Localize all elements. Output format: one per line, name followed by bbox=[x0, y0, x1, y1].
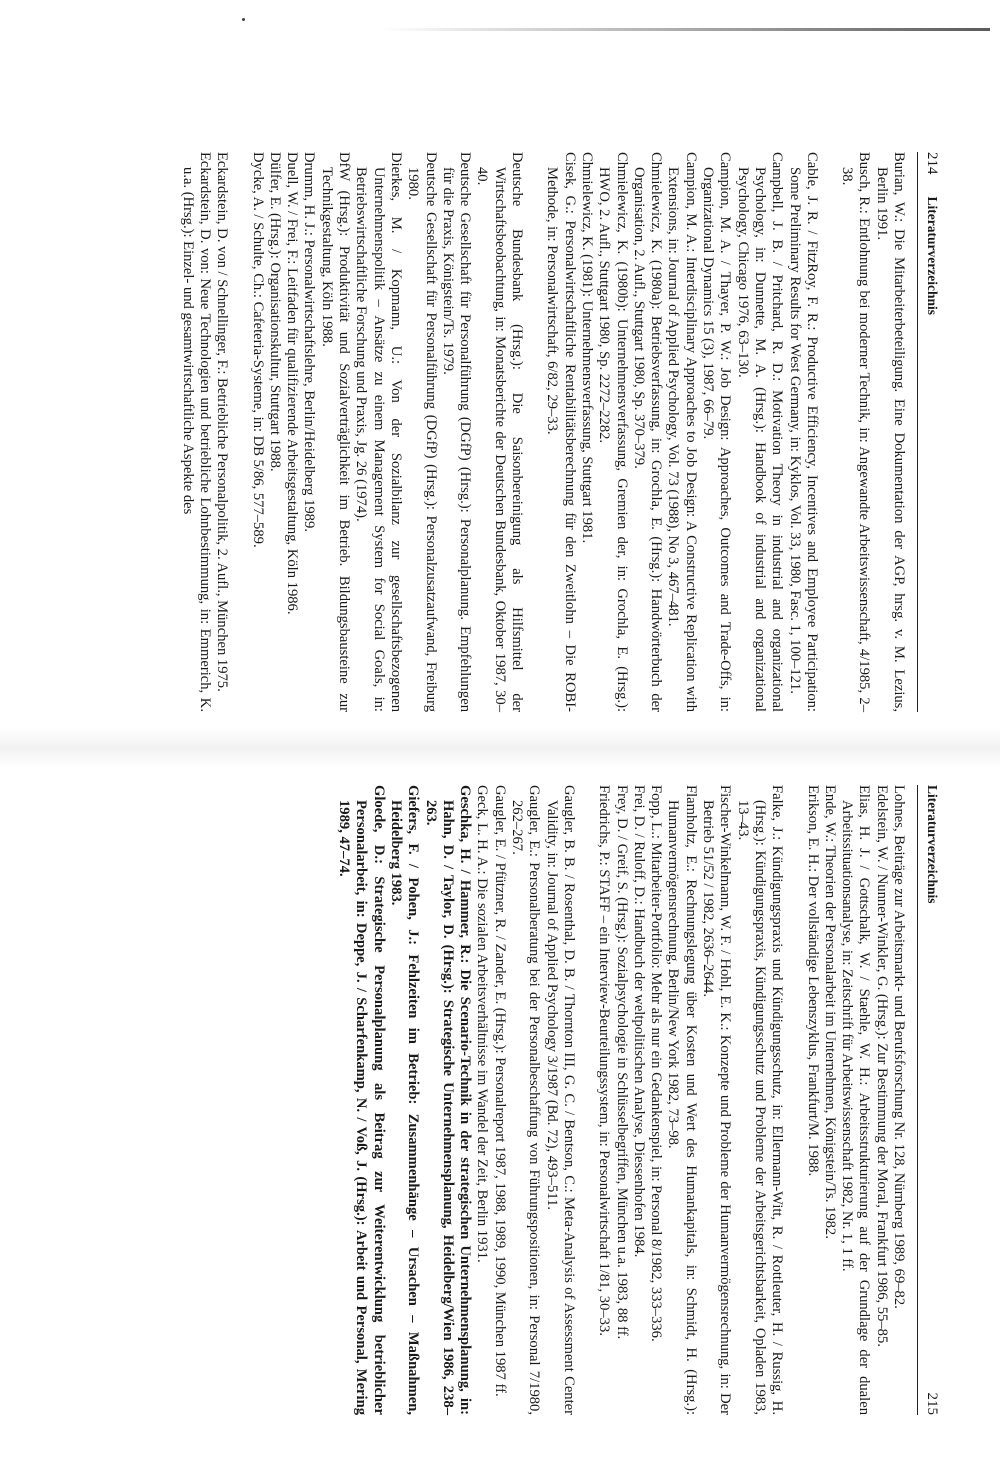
page-215 bbox=[5, 785, 940, 1415]
reference-entry: Geschka, H. / Hammer, R.: Die Scenario-Technik in der strategischen Unternehmensplanung, in: Hahn, D. / Taylor, D. (Hrsg.): Strategische Unternehmensplanung, Heidelberg/Wien 1986, 238–263. bbox=[422, 785, 474, 1415]
reference-entry: Dycke, A. / Schulte, Ch.: Cafeteria-Systeme, in: DB 5/86, 577–589. bbox=[249, 152, 266, 548]
reference-entry: Chmielewicz, K. (1980b): Unternehmensverfassung, Gremien der, in: Grochla, E. (Hrsg.): HWO, 2. Aufl., Stuttgart 1980, Sp. 2272–2282. bbox=[596, 152, 630, 712]
reference-entry: Dierkes, M. / Kopmann, U.: Von der Sozialbilanz zur gesellschaftsbezogenen Unternehmenspolitik – Ansätze zu einem Management System for Social Goals, in: Betriebswirtschaftliche Forschung und Praxis, Jg. 26 (1974). bbox=[353, 152, 404, 712]
page-214 bbox=[10, 152, 940, 712]
reference-entry: Deutsche Gesellschaft für Personalführung (DGfP) (Hrsg.): Personalzusatzaufwand, Freiburg 1980. bbox=[405, 152, 439, 712]
reference-entry: Erikson, E. H.: Der vollständige Lebenszyklus, Frankfurt/M. 1988. bbox=[804, 785, 821, 1177]
reference-list bbox=[335, 785, 907, 1415]
reference-entry: Campion, M. A. / Thayer, P. W.: Job Design: Approaches, Outcomes and Trade-Offs, in: Organizational Dynamics 15 (3), 1987, 66–79. bbox=[700, 152, 734, 712]
running-head-215 bbox=[917, 785, 940, 1415]
reference-entry: Eckardstein, D. von / Schnellinger, F.: Betriebliche Personalpolitik, 2. Aufl., München 1975. bbox=[214, 152, 231, 692]
reference-entry: Gaugler, B. B. / Rosenthal, D. B. / Thornton III, G. C. / Bentson, C.: Meta-Analysis of Assessment Center Validity, in: Journal of Applied Psychology 3/1987 (Bd. 72), 493–511. bbox=[543, 785, 577, 1415]
reference-entry: Lohnes, Beiträge zur Arbeitsmarkt- und Berufsforschung Nr. 128, Nürnberg 1989, 69–82. bbox=[891, 785, 907, 1309]
entry-gap bbox=[820, 152, 838, 712]
page-number: 214 bbox=[924, 152, 940, 175]
reference-entry: Gaugler, E.: Personalberatung bei der Personalbeschaffung von Führungspositionen, in: Personal 7/1980, 262–267. bbox=[509, 785, 543, 1415]
reference-entry: Edelstein, W. / Nunner-Winkler, G. (Hrsg.): Zur Bestimmung der Moral, Frankfurt 1986, 55–85. bbox=[873, 785, 890, 1347]
reference-entry: Flamholtz, E.: Rechnungslegung über Kosten und Wert des Humankapitals, in: Schmidt, H. (Hrsg.): Humanvermögensrechnung, Berlin/New York 1982, 73–98. bbox=[665, 785, 699, 1415]
scan-edge-shadow bbox=[380, 28, 990, 31]
reference-entry: Fopp, L.: Mitarbeiter-Portfolio: Mehr als nur ein Gedankenspiel, in: Personal 8/1982, 333–336. bbox=[648, 785, 665, 1342]
reference-entry: Giefers, F. / Pohen, J.: Fehlzeiten im Betrieb: Zusammenhänge – Ursachen – Maßnahmen, Heidelberg 1983. bbox=[387, 785, 422, 1415]
bold-reference-block bbox=[335, 785, 473, 1415]
page-number: 215 bbox=[924, 1392, 940, 1415]
reference-entry: Chmielewicz, K. (1980a): Betriebsverfassung, in: Grochla, E. (Hrsg.): Handwörterbuch der Organisation, 2. Aufl., Stuttgart 1980, Sp. 370–379. bbox=[630, 152, 665, 712]
scan-speck bbox=[242, 18, 245, 21]
reference-entry: Dülfer, E. (Hrsg.): Organisationskultur, Stuttgart 1988. bbox=[266, 152, 283, 472]
running-head-title: Literaturverzeichnis bbox=[925, 196, 940, 315]
reference-entry: Ende, W.: Theorien der Personalarbeit im Unternehmen, Königstein/Ts. 1982. bbox=[821, 785, 838, 1239]
reference-entry: DfW (Hrsg.): Produktivität und Sozialverträglichkeit im Betrieb. Bildungsbausteine zur Technikgestaltung, Köln 1988. bbox=[318, 152, 353, 712]
entry-gap bbox=[525, 152, 543, 712]
reference-entry: Drumm, H. J.: Personalwirtschaftslehre, Berlin/Heidelberg 1989. bbox=[301, 152, 318, 532]
reference-entry: Duell, W. / Frei, F.: Leitfaden für qualifizierende Arbeitsgestaltung, Köln 1986. bbox=[284, 152, 301, 615]
reference-entry: Busch, R.: Entlohnung bei moderner Technik, in: Angewandte Arbeitswissenschaft, 4/1985, 2–38. bbox=[839, 152, 873, 712]
reference-entry: Geck, L. H. A.: Die sozialen Arbeitsverhältnisse im Wandel der Zeit, Berlin 1931. bbox=[474, 785, 491, 1263]
reference-entry: Fischer-Winkelmann, W. F. / Hohl, E. K.: Konzepte und Probleme der Humanvermögensrechnung, in: Der Betrieb 51/52 / 1982, 2636–2644. bbox=[700, 785, 734, 1415]
reference-entry: Deutsche Gesellschaft für Personalführung (DGfP) (Hrsg.): Personalplanung. Empfehlungen für die Praxis, Königstein/Ts. 1979. bbox=[439, 152, 474, 712]
reference-entry: Deutsche Bundesbank (Hrsg.): Die Saisonbereinigung als Hilfsmittel der Wirtschaftsbeobachtung, in: Monatsberichte der Deutschen Bundesbank, Oktober 1987, 30–40. bbox=[474, 152, 526, 712]
running-head-214 bbox=[917, 152, 940, 712]
reference-entry: Frey, D. / Greif, S. (Hrsg.): Sozialpsychologie in Schlüsselbegriffen, München u.a. 1983, 88 ff. bbox=[613, 785, 630, 1340]
reference-entry: Cisek, G.: Personalwirtschaftliche Rentabilitätsberechnung für den Zweitlohn – Die ROBI-Methode, in: Personalwirtschaft, 6/82, 29–33. bbox=[544, 152, 578, 712]
reference-list bbox=[178, 152, 907, 712]
reference-entry: Eckardstein, D. von: Neue Technologien und betriebliche Lohnbestimmung, in: Emmerich, K. u.a. (Hrsg.): Einzel- und gesamtwirtschaftliche Aspekte des bbox=[179, 152, 214, 712]
reference-entry: Falke, J.: Kündigungspraxis und Kündigungsschutz, in: Ellermann-Witt, R. / Rottleuter, H. / Russig, H. (Hrsg.): Kündigungspraxis, Kündigungsschutz und Probleme der Arbeitsgerichtsbarkeit, Opladen 1983, 13–43. bbox=[734, 785, 786, 1415]
entry-gap bbox=[785, 785, 803, 1415]
entry-gap bbox=[577, 785, 595, 1415]
reference-entry: Friedrichs, P.: STAFF – ein Interview-Beurteilungssystem, in: Personalwirtschaft 1/81, 30–33. bbox=[596, 785, 613, 1336]
entry-gap bbox=[230, 152, 248, 712]
page-fold bbox=[0, 728, 1000, 768]
reference-entry: Frei, D. / Ruloff, D.: Handbuch der weltpolitischen Analyse, Diessenhofen 1984. bbox=[630, 785, 647, 1258]
reference-entry: Elias, H. J. / Gottschalk, W. / Staehle, W. H.: Arbeitsstrukturierung auf der Grundlage der dualen Arbeitssituationsanalyse, in: Zeitschrift für Arbeitswissenschaft 1982, Nr. 1, 1 ff. bbox=[839, 785, 873, 1415]
running-head-title: Literaturverzeichnis bbox=[925, 785, 940, 904]
reference-entry: Campion, M. A.: Interdisciplinary Approaches to Job Design: A Constructive Replication with Extensions, in: Journal of Applied Psychology, Vol. 73 (1988), No 3, 467–481. bbox=[665, 152, 699, 712]
reference-entry: Cable, J. R. / FitzRoy, F. R.: Productive Efficiency, Incentives and Employee Participation: Some Preliminary Results for West Germany, in: Kyklos, Vol. 33, 1980, Fasc. 1, 100–121. bbox=[786, 152, 820, 712]
reference-entry: Campbell, J. B. / Pritchard, R. D.: Motivation Theory in industrial and organizational Psychology, in: Dunnette, M. A. (Hrsg.): Handbook of industrial and organizational Psychology, Chicago 1976, 63–130. bbox=[734, 152, 786, 712]
reference-entry: Gloede, D.: Strategische Personalplanung als Beitrag zur Weiterentwicklung betrieblicher Personalarbeit, in: Deppe, J. / Scharfenkamp, N. / Voß, J. (Hrsg.): Arbeit und Personal, Mering 1989, 47–74. bbox=[336, 785, 387, 1415]
reference-entry: Chmielewicz, K. (1981): Unternehmensverfassung, Stuttgart 1981. bbox=[578, 152, 595, 544]
reference-entry: Gaugler, E. / Pfützner, R. / Zander, E. (Hrsg.): Personalreport 1987, 1988, 1989, 1990, München 1987 ff. bbox=[491, 785, 508, 1397]
reference-entry: Burian, W.: Die Mitarbeiterbeteiligung. Eine Dokumentation der AGP, hrsg. v. M. Lezius, Berlin 1991. bbox=[873, 152, 907, 712]
